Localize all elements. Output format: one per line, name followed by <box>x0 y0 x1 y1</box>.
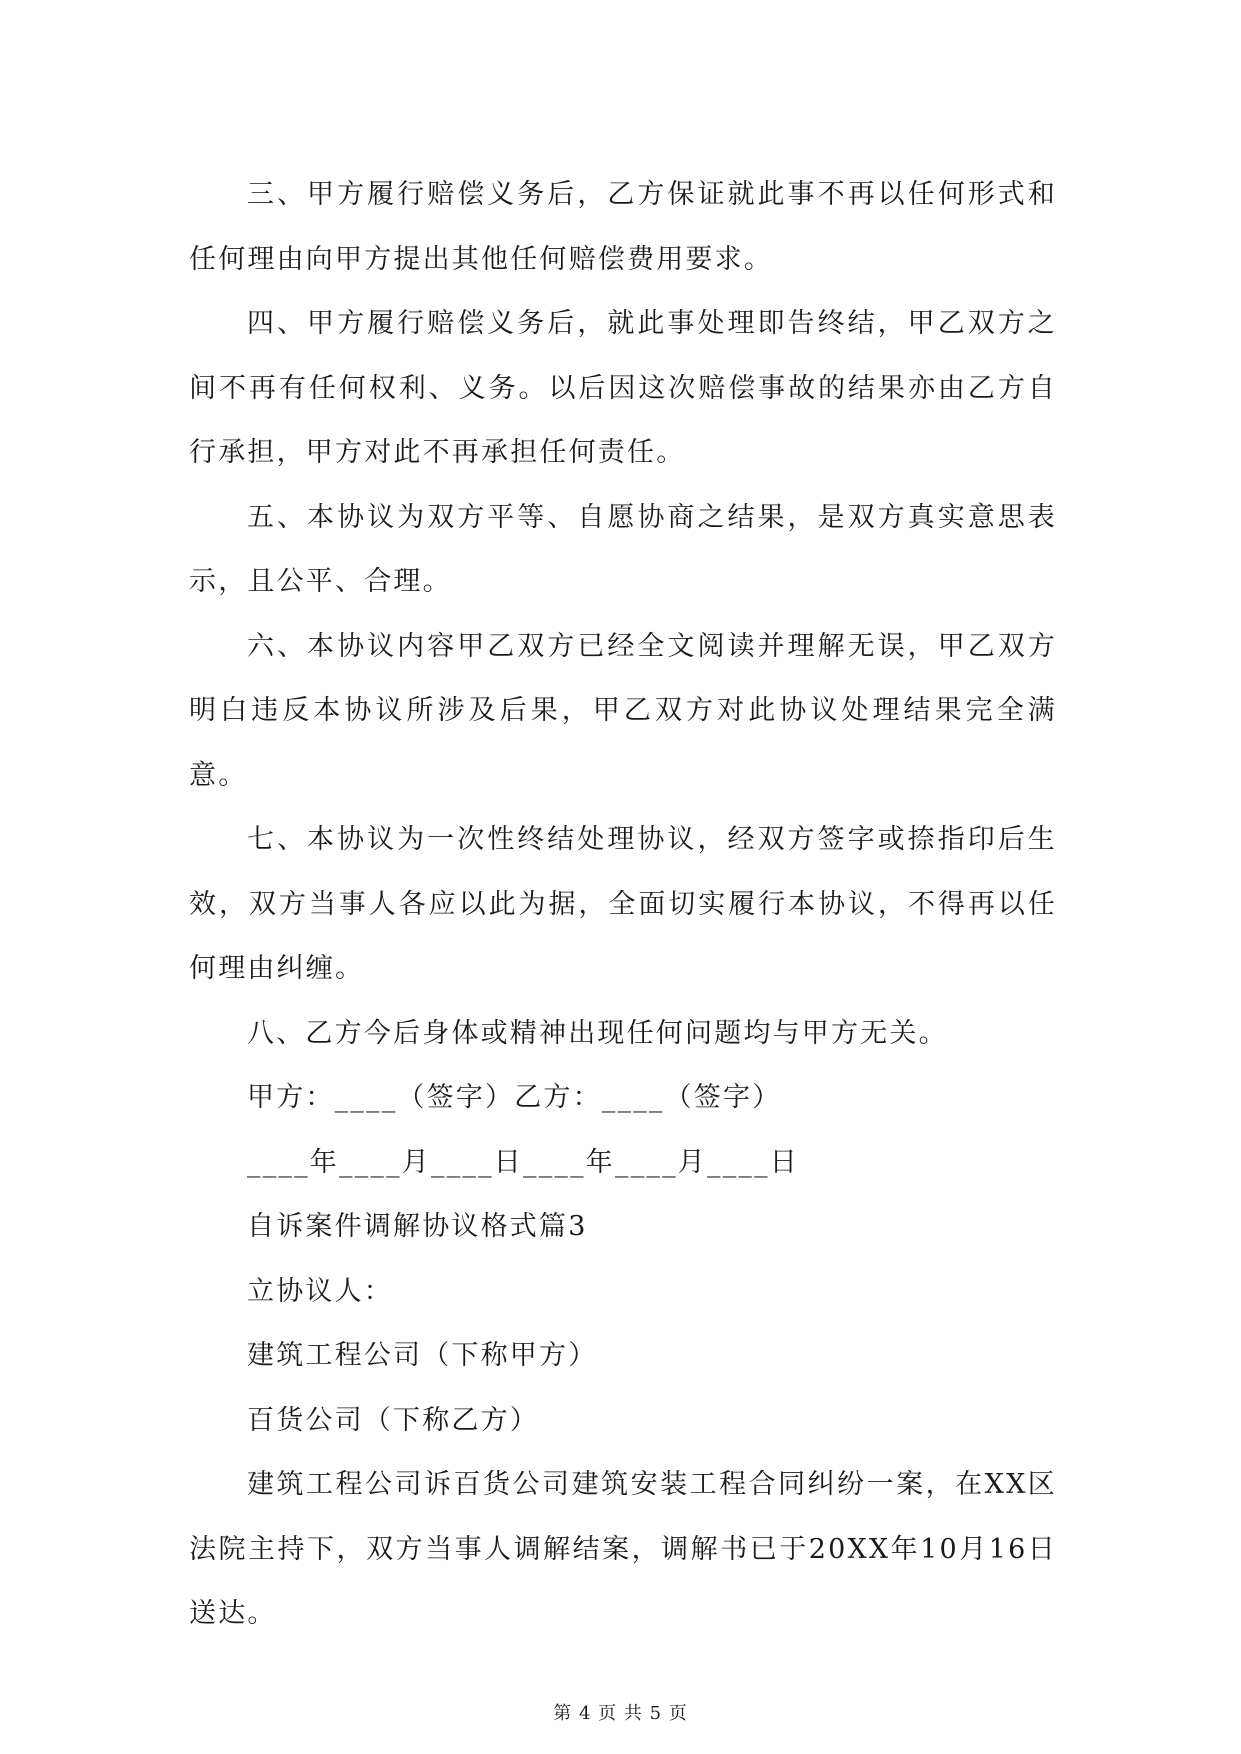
parties-label: 立协议人： <box>247 1275 393 1307</box>
clause-3: 三、甲方履行赔偿义务后，乙方保证就此事不再以任何形式和任何理由向甲方提出其他任何赔偿费用要求。 <box>189 179 1057 275</box>
clause-8: 八、乙方今后身体或精神出现任何问题均与甲方无关。 <box>247 1017 948 1049</box>
signature-line: 甲方：____（签字）乙方：____（签字） <box>247 1082 782 1113</box>
clause-7: 七、本协议为一次性终结处理协议，经双方签字或捺指印后生效，双方当事人各应以此为据，全面切实履行本协议，不得再以任何理由纠缠。 <box>189 824 1057 984</box>
case-description: 建筑工程公司诉百货公司建筑安装工程合同纠纷一案，在XX区法院主持下，双方当事人调解结案，调解书已于20XX年10月16日送达。 <box>189 1469 1057 1629</box>
clause-6: 六、本协议内容甲乙双方已经全文阅读并理解无误，甲乙双方明白违反本协议所涉及后果，甲乙双方对此协议处理结果完全满意。 <box>189 630 1057 791</box>
party-b: 百货公司（下称乙方） <box>247 1404 539 1436</box>
party-a: 建筑工程公司（下称甲方） <box>247 1340 598 1371</box>
clause-5: 五、本协议为双方平等、自愿协商之结果，是双方真实意思表示，且公平、合理。 <box>189 501 1057 597</box>
date-line: ____年____月____日____年____月____日 <box>247 1146 799 1178</box>
section-heading: 自诉案件调解协议格式篇3 <box>247 1211 588 1242</box>
document-body <box>189 163 1057 1647</box>
page-number-footer: 第 4 页 共 5 页 <box>553 1703 688 1724</box>
clause-4: 四、甲方履行赔偿义务后，就此事处理即告终结，甲乙双方之间不再有任何权利、义务。以后因这次赔偿事故的结果亦由乙方自行承担，甲方对此不再承担任何责任。 <box>189 308 1057 468</box>
